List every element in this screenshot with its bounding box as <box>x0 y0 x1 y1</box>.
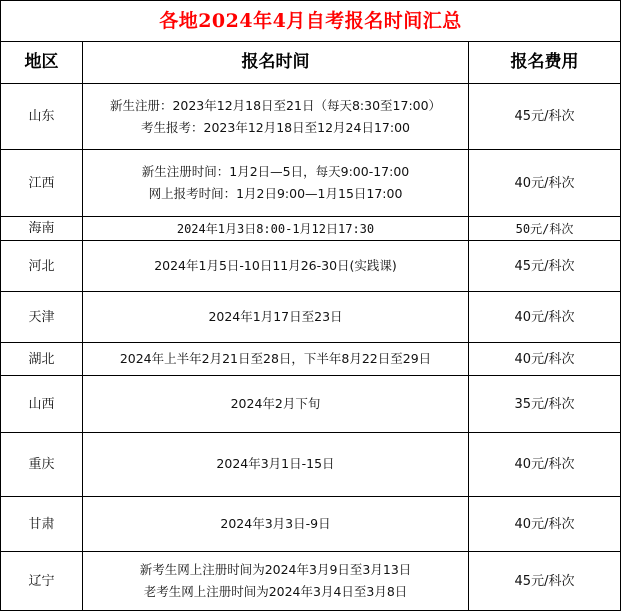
region-cell: 海南 <box>1 217 83 241</box>
time-line: 网上报考时间：1月2日9:00—1月15日17:00 <box>148 186 403 201</box>
header-row <box>1 42 621 84</box>
time-line: 新生注册：2023年12月18日至21日（每天8:30至17:00） <box>109 97 442 113</box>
table-row <box>1 217 621 241</box>
fee-cell: 40元/科次 <box>469 497 621 552</box>
region-cell: 湖北 <box>1 343 83 376</box>
region-cell: 江西 <box>1 150 83 217</box>
time-cell: 2024年上半年2月21日至28日，下半年8月22日至29日 <box>83 343 469 376</box>
time-cell <box>83 150 469 217</box>
fee-cell: 50元/科次 <box>469 217 621 241</box>
region-cell: 甘肃 <box>1 497 83 552</box>
header-fee: 报名费用 <box>469 42 621 84</box>
time-cell: 2024年1月17日至23日 <box>83 292 469 343</box>
fee-cell: 45元/科次 <box>469 84 621 150</box>
time-cell <box>83 552 469 611</box>
time-cell: 2024年3月1日-15日 <box>83 433 469 497</box>
region-cell: 辽宁 <box>1 552 83 611</box>
fee-cell: 35元/科次 <box>469 376 621 433</box>
time-cell <box>83 84 469 150</box>
header-region: 地区 <box>1 42 83 84</box>
table-row <box>1 343 621 376</box>
table-row <box>1 150 621 217</box>
table-title: 各地2024年4月自考报名时间汇总 <box>1 1 621 42</box>
fee-cell: 40元/科次 <box>469 343 621 376</box>
time-line: 考生报考：2023年12月18日至12月24日17:00 <box>141 119 410 135</box>
time-cell: 2024年1月5日-10日11月26-30日(实践课) <box>83 241 469 292</box>
fee-cell: 40元/科次 <box>469 292 621 343</box>
region-cell: 山西 <box>1 376 83 433</box>
table-row <box>1 497 621 552</box>
time-line: 老考生网上注册时间为2024年3月4日至3月8日 <box>143 584 408 599</box>
region-cell: 山东 <box>1 84 83 150</box>
fee-cell: 45元/科次 <box>469 241 621 292</box>
title-row <box>1 1 621 42</box>
table-row <box>1 292 621 343</box>
header-time: 报名时间 <box>83 42 469 84</box>
table-row <box>1 241 621 292</box>
table-row <box>1 552 621 611</box>
time-line: 新生注册时间：1月2日—5日，每天9:00-17:00 <box>141 164 410 179</box>
time-cell: 2024年3月3日-9日 <box>83 497 469 552</box>
time-cell: 2024年2月下旬 <box>83 376 469 433</box>
fee-cell: 40元/科次 <box>469 433 621 497</box>
region-cell: 重庆 <box>1 433 83 497</box>
table-row <box>1 84 621 150</box>
region-cell: 河北 <box>1 241 83 292</box>
region-cell: 天津 <box>1 292 83 343</box>
fee-cell: 40元/科次 <box>469 150 621 217</box>
table-row <box>1 376 621 433</box>
time-line: 新考生网上注册时间为2024年3月9日至3月13日 <box>139 562 412 577</box>
time-cell: 2024年1月3日8:00-1月12日17:30 <box>83 217 469 241</box>
table-row <box>1 433 621 497</box>
fee-cell: 45元/科次 <box>469 552 621 611</box>
